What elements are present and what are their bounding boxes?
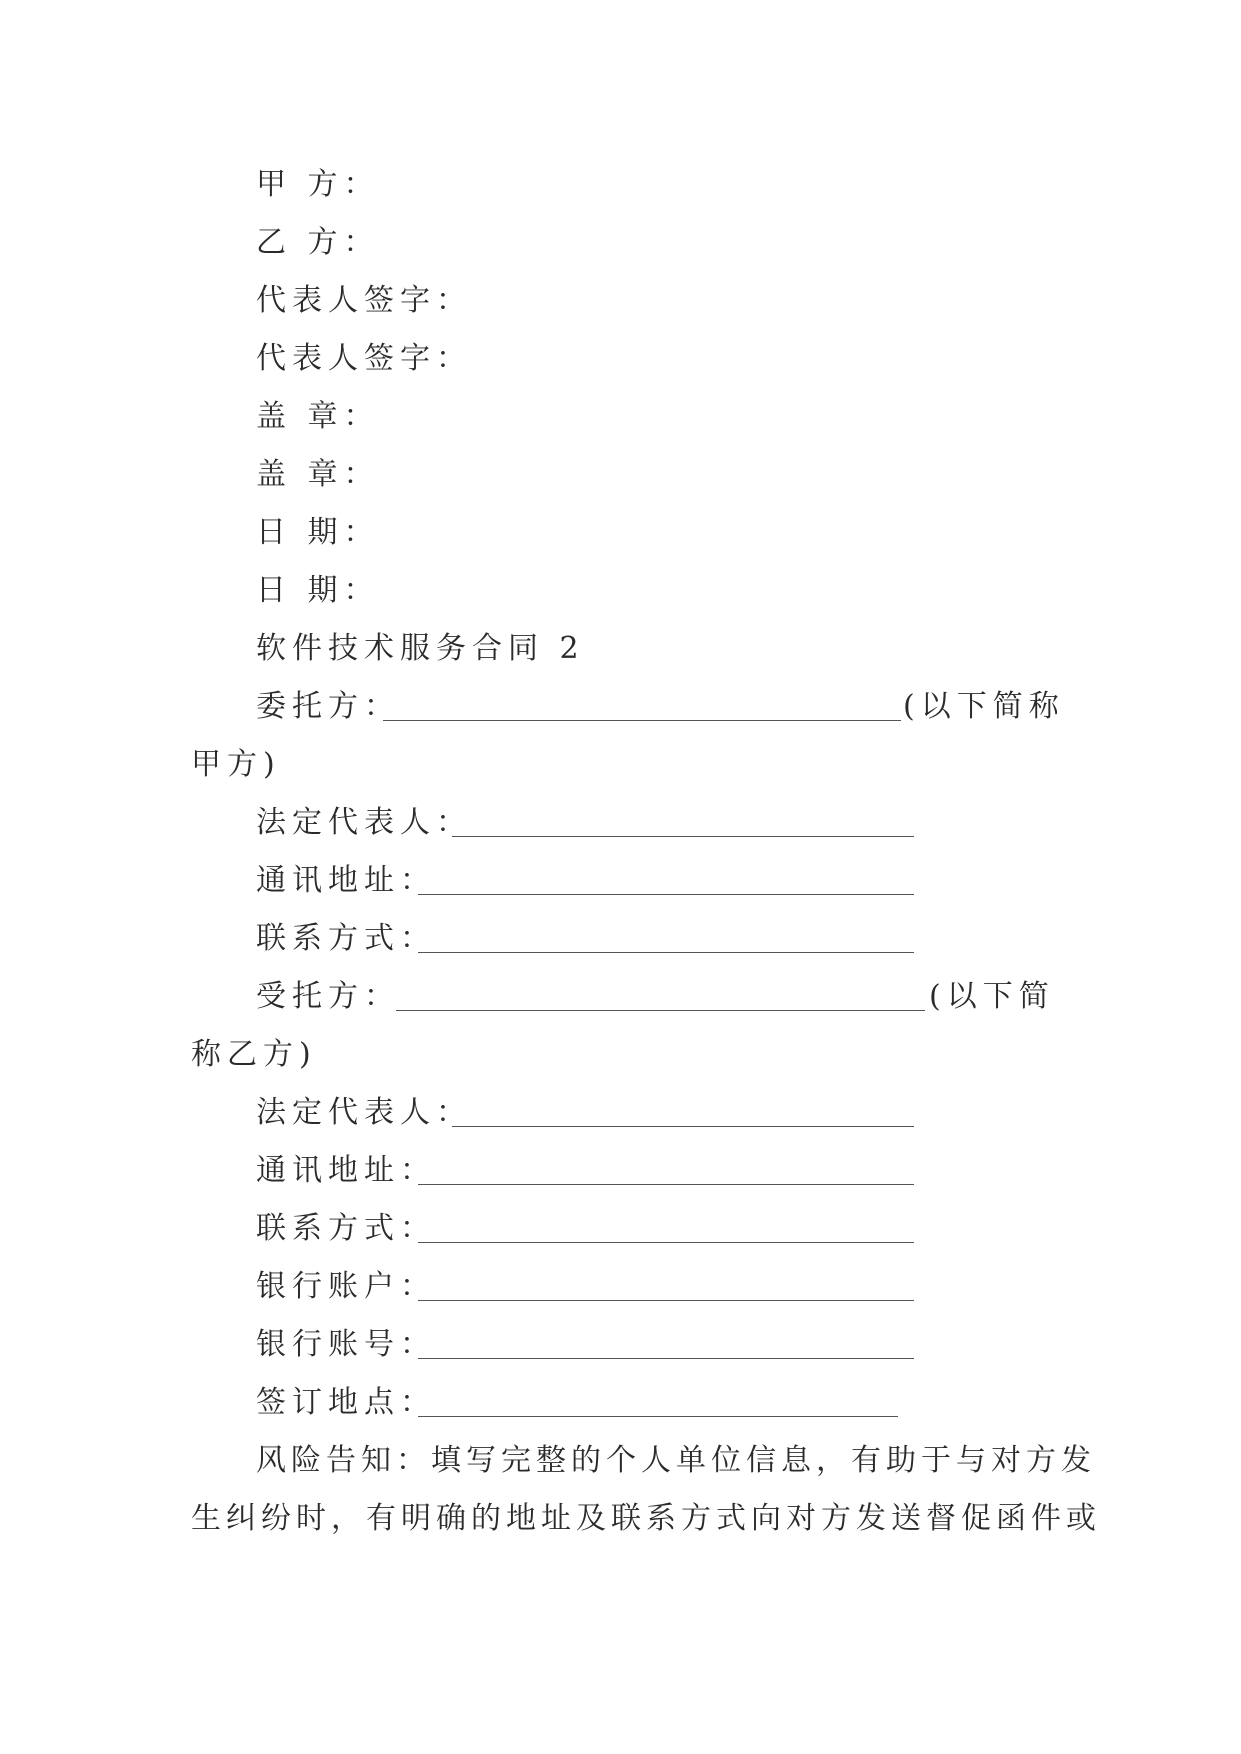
bank-number-blank[interactable] bbox=[418, 1358, 914, 1359]
client-address-label: 通讯地址： bbox=[256, 863, 436, 898]
client-suffix-cont: 甲方) bbox=[191, 747, 281, 782]
contractor-legal-rep-label: 法定代表人： bbox=[256, 1095, 472, 1130]
date-a-label: 日 期： bbox=[256, 515, 380, 550]
contractor-contact-label: 联系方式： bbox=[256, 1211, 436, 1246]
seal-b-label: 盖 章： bbox=[256, 457, 380, 492]
client-blank[interactable] bbox=[383, 720, 901, 721]
contractor-blank[interactable] bbox=[396, 1010, 925, 1011]
sign-place-label: 签订地点： bbox=[256, 1385, 436, 1420]
contractor-contact-blank[interactable] bbox=[418, 1242, 914, 1243]
contractor-label: 受托方： bbox=[256, 979, 400, 1014]
bank-account-blank[interactable] bbox=[418, 1300, 914, 1301]
client-legal-rep-blank[interactable] bbox=[452, 836, 914, 837]
client-suffix: (以下简称 bbox=[903, 689, 1065, 724]
seal-a-label: 盖 章： bbox=[256, 399, 380, 434]
client-contact-label: 联系方式： bbox=[256, 921, 436, 956]
contractor-address-blank[interactable] bbox=[418, 1184, 914, 1185]
client-address-blank[interactable] bbox=[418, 894, 914, 895]
risk-notice-line2: 生纠纷时，有明确的地址及联系方式向对方发送督促函件或 bbox=[191, 1501, 1101, 1536]
bank-number-label: 银行账号： bbox=[256, 1327, 436, 1362]
contract-title: 软件技术服务合同 2 bbox=[256, 631, 585, 666]
rep-sign-b-label: 代表人签字： bbox=[256, 341, 472, 376]
bank-account-label: 银行账户： bbox=[256, 1269, 436, 1304]
rep-sign-a-label: 代表人签字： bbox=[256, 283, 472, 318]
contractor-legal-rep-blank[interactable] bbox=[452, 1126, 914, 1127]
party-a-label: 甲 方： bbox=[256, 167, 380, 202]
client-legal-rep-label: 法定代表人： bbox=[256, 805, 472, 840]
client-label: 委托方： bbox=[256, 689, 400, 724]
contractor-address-label: 通讯地址： bbox=[256, 1153, 436, 1188]
contractor-suffix-cont: 称乙方) bbox=[191, 1037, 317, 1072]
sign-place-blank[interactable] bbox=[418, 1416, 898, 1417]
party-b-label: 乙 方： bbox=[256, 225, 380, 260]
risk-notice-line1: 风险告知：填写完整的个人单位信息，有助于与对方发 bbox=[256, 1443, 1096, 1478]
contractor-suffix: (以下简 bbox=[929, 979, 1055, 1014]
date-b-label: 日 期： bbox=[256, 573, 380, 608]
client-contact-blank[interactable] bbox=[418, 952, 914, 953]
